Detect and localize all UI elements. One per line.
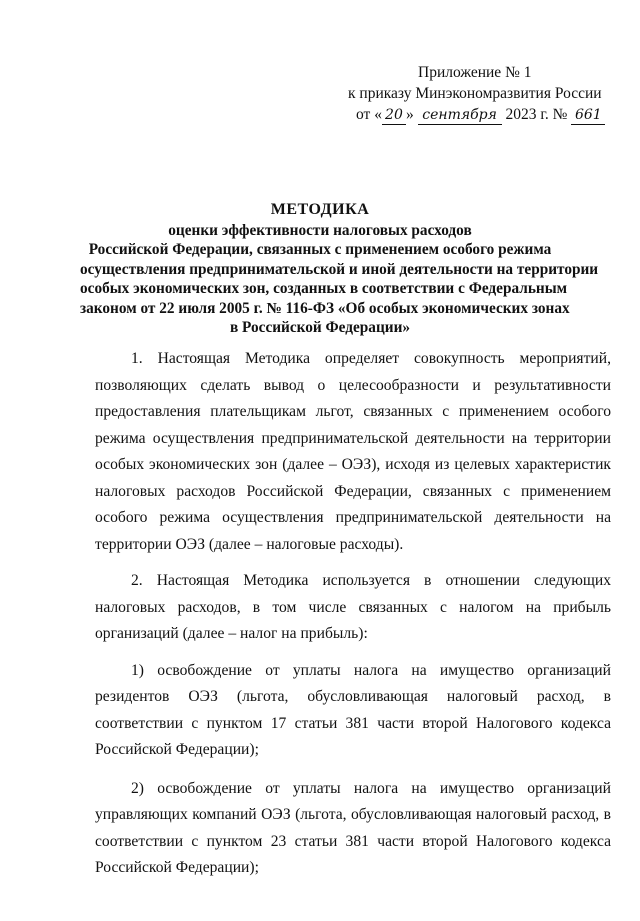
appendix-header	[340, 62, 610, 125]
title-line: в Российской Федерации»	[229, 319, 411, 336]
document-body	[95, 346, 611, 894]
title-line: особых экономических зон, созданных в соответствии с Федеральным	[80, 280, 568, 297]
document-title	[80, 200, 599, 338]
list-item-1: 1) освобождение от уплаты налога на имущество организаций резидентов ОЭЗ (льгота, обусловливающая налоговый расход, в соответствии с пунктом 17 статьи 381 части второй Налогового кодекса Российской Федерации);	[95, 661, 611, 758]
handwritten-order-number: 661	[571, 107, 605, 125]
paragraph-2: 2. Настоящая Методика используется в отношении следующих налоговых расходов, в том числе связанных с налогом на прибыль организаций (далее – налог на прибыль):	[95, 572, 611, 642]
handwritten-month: сентября	[418, 107, 502, 125]
title-line: Российской Федерации, связанных с применением особого режима	[88, 241, 552, 258]
paragraph-1: 1. Настоящая Методика определяет совокупность мероприятий, позволяющих сделать вывод о целесообразности и результативности предоставления плательщикам льгот, связанных с применением особого режима осуществления предпринимательской деятельности на территории особых экономических зон (далее – ОЭЗ), исходя из целевых характеристик налоговых расходов Российской Федерации, связанных с применением особого режима осуществления предпринимательской деятельности на территории ОЭЗ (далее – налоговые расходы).	[95, 350, 611, 553]
title-line: осуществления предпринимательской и иной деятельности на территории	[80, 260, 599, 278]
date-quote-close: »	[405, 106, 414, 123]
title-line: законом от 22 июля 2005 г. № 116-ФЗ «Об особых экономических зонах	[80, 299, 570, 317]
appendix-order-ref: к приказу Минэкономразвития России	[348, 85, 602, 102]
date-year: 2023 г. №	[505, 106, 568, 123]
appendix-title: Приложение № 1	[418, 64, 532, 81]
title-main: МЕТОДИКА	[270, 201, 370, 218]
list-item-2: 2) освобождение от уплаты налога на имущество организаций управляющих компаний ОЭЗ (льгота, обусловливающая налоговый расход, в соответствии с пунктом 23 статьи 381 части второй Налогового кодекса Российской Федерации);	[95, 779, 611, 876]
handwritten-day: 20	[382, 107, 406, 125]
title-line: оценки эффективности налоговых расходов	[168, 221, 472, 239]
date-prefix: от «	[356, 106, 382, 123]
appendix-date-line	[340, 104, 610, 125]
